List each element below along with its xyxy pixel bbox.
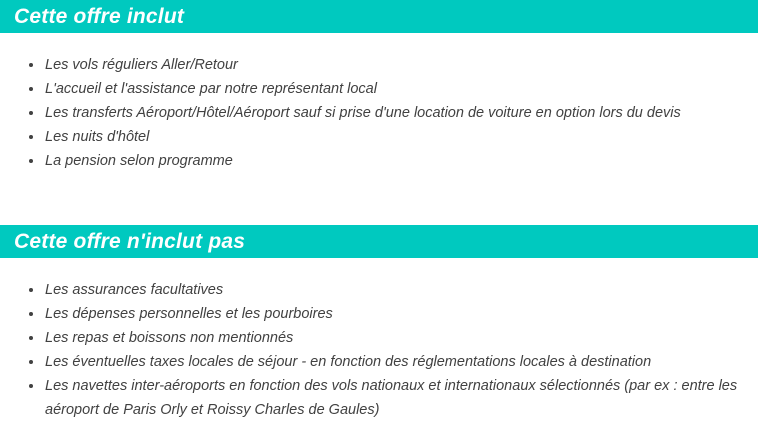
offer-included-title: Cette offre inclut <box>14 4 185 28</box>
offer-excluded-item: • Les repas et boissons non mentionnés <box>44 326 746 350</box>
offer-included-item: • Les nuits d'hôtel <box>44 125 746 149</box>
offer-included-item: • La pension selon programme <box>44 149 746 173</box>
offer-excluded-section <box>0 225 758 422</box>
offer-included-item: • Les vols réguliers Aller/Retour <box>44 53 746 77</box>
offer-included-section <box>0 0 758 173</box>
offer-excluded-title: Cette offre n'inclut pas <box>14 229 246 253</box>
offer-included-list <box>0 33 758 173</box>
offer-excluded-list <box>0 258 758 422</box>
offer-excluded-item: • Les dépenses personnelles et les pourboires <box>44 302 746 326</box>
offer-excluded-header-band <box>0 225 758 258</box>
offer-included-item: • L'accueil et l'assistance par notre représentant local <box>44 77 746 101</box>
offer-excluded-item: • Les éventuelles taxes locales de séjour - en fonction des réglementations locales à destination <box>44 350 746 374</box>
offer-excluded-item: • Les assurances facultatives <box>44 278 746 302</box>
offer-included-item: • Les transferts Aéroport/Hôtel/Aéroport sauf si prise d'une location de voiture en option lors du devis <box>44 101 746 125</box>
offer-excluded-item: • Les navettes inter-aéroports en fonction des vols nationaux et internationaux sélectionnés (par ex : entre les aéroport de Paris Orly et Roissy Charles de Gaules) <box>44 374 746 422</box>
offer-included-header-band <box>0 0 758 33</box>
